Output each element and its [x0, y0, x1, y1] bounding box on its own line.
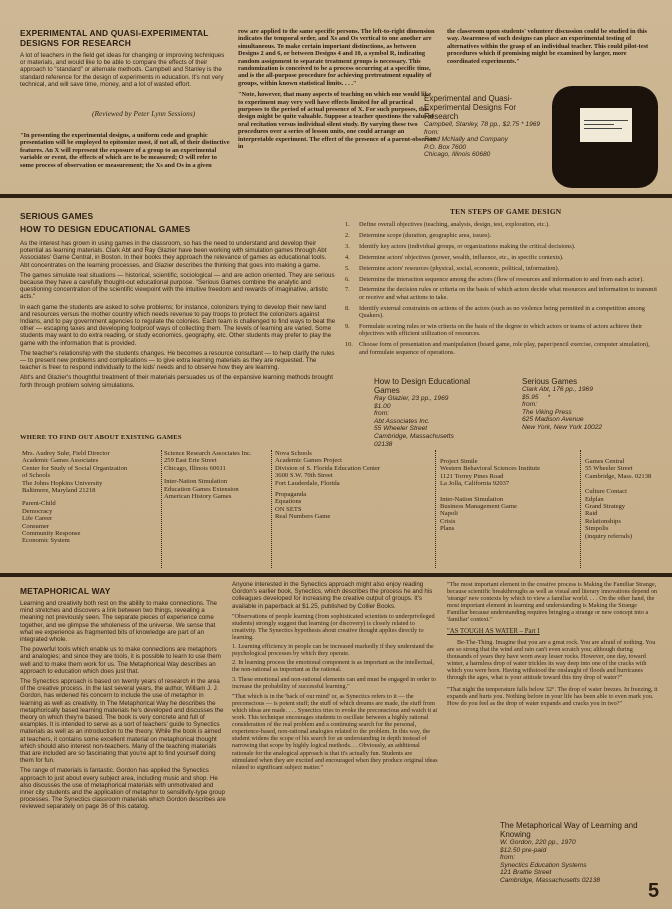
book-price	[522, 394, 652, 402]
where-to-find-heading: WHERE TO FIND OUT ABOUT EXISTING GAMES	[20, 434, 182, 441]
book-city: New York, New York 10022	[522, 423, 603, 431]
step-item	[345, 305, 657, 320]
book-city: Chicago, Illinois 60680	[424, 151, 491, 159]
serious-games-paragraph-2: The games simulate real situations — historical, scientific, sociological — and are action oriented. They are serious because they have a carefully thought-out educational purpose. "Serious Games combine the analytic and questioning concentration of the scientific viewpoint with the intuitive freedom and rewards of imaginative, artistic acts."	[20, 271, 335, 301]
step-text: Determine the interaction sequence among the actors (flow of resources and information to and from each actor).	[359, 275, 644, 283]
step-text: Determine actors' objectives (power, wealth, influence, etc., in specific contexts).	[359, 253, 564, 261]
quote-paragraph: row are applied to the same specific persons. The left-to-right dimension indicates the temporal order, and Xs and Os vertical to one another are simultaneous. To make certain important distinctions, as between Designs 2 and 6, or between Designs 4 and 10, a symbol R, indicating random assignment to separate treatment groups is necessary. This randomization is conceived to be a process occurring at a specific time, and is the all-purpose procedure for achieving pretreatment equality of groups, within known statistical limits. . . ."	[238, 28, 435, 87]
address-line: Nova Schools	[275, 450, 312, 457]
book-cover-image	[552, 86, 658, 188]
step-item	[345, 323, 657, 338]
experimental-designs-title: EXPERIMENTAL AND QUASI-EXPERIMENTAL DESIGNS FOR RESEARCH	[20, 28, 209, 48]
metaphorical-way-book-info	[500, 821, 650, 885]
directory-games	[440, 496, 540, 533]
book-details: Clark Abt, 176 pp., 1969	[522, 386, 593, 393]
metaphorical-paragraph-4: The range of materials is fantastic. Gordon has applied the Synectics approach to just about every subject area, including music and shop. He also discusses the use of metaphorical materials with unmotivated and inner city students and the application of metaphor to sensitivity-type group processes. The Synectics classroom materials which Gordon describes are reviewed separately on page 36 of this catalog.	[20, 767, 226, 811]
step-text: Choose form of presentation and manipulation (board game, role play, paper/pencil exercise, computer simulation), and formulate sequence of operations.	[359, 341, 650, 356]
step-text: Determine scope (duration, geographic area, issues).	[359, 231, 492, 239]
serious-games-paragraph-3: In each game the students are asked to solve problems; for instance, colonizers trying to develop their new land and resources versus the mother country which needs revenue to pay troops to protect the colonizers against Indians, and to pay government agencies to regulate the colonies. Each team is challenged to find ways to beat the other — escaping taxes and developing foolproof ways of collecting them. The levels of learning are varied. Some students may want to do extra reading, or study economics, geography, etc. Other students may prefer to play the game with the information that is provided.	[20, 303, 336, 347]
step-item	[345, 265, 657, 272]
step-number: 10.	[345, 341, 353, 349]
address-line: Center for Study of Social Organization	[22, 464, 128, 472]
address-line: 259 East Erie Street	[164, 457, 217, 465]
directory-address	[585, 458, 651, 480]
step-item	[345, 254, 657, 261]
step-text: Determine the decision rules or criteria on the basis of which actors decide what resources and information to transmit or receive and what actions to take.	[359, 286, 657, 301]
book-publisher: Rand McNally and Company	[424, 136, 508, 144]
price-value: $5.95	[522, 393, 539, 401]
directory-games	[22, 500, 127, 544]
step-item	[345, 341, 657, 356]
address-line: of Schools	[22, 472, 51, 480]
step-text: Identify external constraints on actions of the actors (such as no violence being permitted in a competition among Quakers).	[359, 304, 645, 320]
directory-address	[164, 450, 252, 472]
directory-address	[22, 450, 127, 494]
serious-games-body	[20, 240, 336, 392]
game-title: Inter-Nation Simulation	[440, 495, 504, 503]
experimental-designs-quote-2	[238, 28, 436, 155]
experimental-designs-paragraph: A lot of teachers in the field get ideas for changing or improving techniques or materials, and would like to be able to compare the effects of their approach to "standard" or alternate methods. Campbell and Stanley is the standard reference for the design of experiments in education. It's not very technical, and will save time, money, and a lot of wasted effort.	[20, 52, 225, 88]
ten-steps-list	[345, 221, 657, 360]
game-title: American History Games	[164, 493, 232, 501]
step-number: 7.	[345, 286, 350, 294]
directory-address	[440, 458, 540, 488]
game-title: Real Numbers Game	[275, 513, 331, 521]
game-title: Consumer	[22, 522, 50, 530]
address-line: Baltimore, Maryland 21218	[22, 487, 96, 495]
metaphorical-paragraph-3: The Synectics approach is based on twenty years of research in the area of the creative process. In the last several years, the author, William J. J. Gordon, has widened his concern to include the use of metaphor in learning as well as creativity. In The Metaphorical Way he describes the metaphorically based learning materials he's developed and discusses the theory on which they're based. The book is very concrete and full of examples. It is intended to serve as a sort of teachers' guide to Synectics materials as well as an introduction to the theory. While the book is aimed at teachers, it contains some excellent material on metaphorical thought which should also interest non-teachers. Many of the teaching materials that are included are so fascinating that you're apt to find yourself doing them for fun.	[20, 678, 224, 765]
game-title: ON SETS	[275, 505, 302, 513]
serious-games-paragraph-1: As the interest has grown in using games in the classroom, so has the need to understand and develop their potential as learning materials. Clark Abt and Ray Glazier have been working with simulation games through Abt Associates' Game Central, in Boston. In their books they approach the relevance of games as educational tools. Abt concentrates on the learning processes, and Glazier describes the thinking that goes into making a game.	[20, 240, 327, 269]
address-line: Project Simile	[440, 458, 478, 465]
book-address: P.O. Box 7600	[424, 143, 467, 151]
book-address: 121 Brattle Street	[500, 869, 552, 877]
quote-item-1: 1. Learning efficiency in people can be increased markedly if they understand the psychological processes by which they operate.	[232, 643, 434, 658]
metaphorical-way-right	[447, 581, 659, 711]
directory-address	[275, 450, 380, 487]
serious-games-paragraph-4: The teacher's relationship with the students changes. He becomes a resource consultant — to help clarify the rules — to present new problems and complications — to give extra learning materials as they are requested. The teacher is freer to respond individually to the kids' needs and to observe how they are learning.	[20, 349, 335, 372]
step-item	[345, 243, 657, 250]
address-line: Academic Games Project	[275, 457, 343, 465]
quote-paragraph: "That which is in the 'back of our mind' or, as Synectics refers to it — the preconscious — is potent stuff; the stuff of which dreams are made, the stuff from which ideas are made. . . . Synectics tries to evoke the preconscious and watch it at work. This technique encourages students to oscillate between a highly rational consideration of the real problem and a continuing search for the personal, experience-based, non-rational analogies related to the problem. In this way, the student widens the scope of his search for an understanding in depth instead of narrowing that scope by highly logical methods. . . Obviously, an additional rationale for the analogical approach is that it's actually fun. Students are stimulated when they are excited and encouraged when they produce original ideas related to significant subject matter."	[232, 692, 438, 771]
column-divider	[435, 450, 436, 568]
step-item	[345, 232, 657, 239]
directory-sra	[164, 450, 252, 500]
metaphorical-paragraph-2: The powerful tools which enable us to make connections are metaphors and analogies; and since they are tools, it is possible to learn to use them well and to make them work for us. The Metaphorical Way describes an approach to education which does just that.	[20, 646, 221, 675]
game-title: Education Games Extension	[164, 485, 239, 493]
reviewer-credit: (Reviewed by Peter Lynn Sessions)	[92, 109, 196, 118]
metaphorical-paragraph-1: Learning and creativity both rest on the ability to make connections. The mind stretches and discovers a link between two things, revealing a meaning not previously seen. The separate pieces of experience come together, and we glimpse the wholeness of the universe. We sense that what we experience as fragmented bits of knowledge are part of an integrated whole.	[20, 600, 217, 644]
step-number: 6.	[345, 275, 350, 283]
game-title: Inter-Nation Simulation	[164, 478, 228, 486]
directory-academic-games	[22, 450, 127, 545]
address-line: Chicago, Illinois 60611	[164, 464, 226, 472]
book-publisher: The Viking Press	[522, 408, 572, 416]
experimental-designs-quote-1	[20, 132, 232, 173]
book-cover-label	[580, 108, 632, 142]
book-title: Serious Games	[522, 377, 578, 386]
game-title: Plans	[440, 525, 455, 533]
column-divider	[580, 450, 581, 568]
column-divider	[161, 450, 162, 568]
game-title: Parent-Child	[22, 500, 56, 508]
quote-paragraph: the classroom upon students' volunteer discussion could be studied in this way. Awareness of such designs can place an experimental testing of alternatives within the grasp of an individual teacher. This could pilot-test procedures which if promising might be examined by larger, more coordinated experiments."	[447, 28, 649, 65]
book-address: 55 Wheeler Street	[374, 425, 428, 433]
step-text: Formulate scoring rules or win criteria on the basis of the degree to which actors or teams of actors achieve their objectives with efficient utilization of resources.	[359, 323, 643, 338]
metaphorical-way-middle	[232, 581, 438, 775]
game-title: (inquiry referrals)	[585, 532, 633, 540]
book-details: W. Gordon, 220 pp., 1970	[500, 839, 576, 846]
book-zip: 02138	[374, 440, 393, 448]
step-text: Define overall objectives (teaching, analysis, design, test, exploration, etc.).	[359, 221, 550, 228]
game-title: Crisis	[440, 517, 456, 525]
address-line: La Jolla, California 92037	[440, 480, 510, 488]
step-item	[345, 221, 657, 228]
address-line: Fort Lauderdale, Florida	[275, 479, 340, 487]
game-title: Simpolis	[585, 525, 609, 533]
address-line: The Johns Hopkins University	[22, 479, 103, 487]
step-text: Identify key actors (individual groups, or organizations making the critical decisions).	[359, 242, 576, 250]
step-number: 3.	[345, 242, 350, 250]
step-item	[345, 286, 657, 301]
quote-paragraph: "Note, however, that many aspects of teaching on which one would like to experiment may very well have effects limited for all practical purposes to the period of actual presence of X. For such purposes, this design might be quite valuable. Suppose a teacher questions the value of oral recitation versus individual silent study. By varying these two procedures over a series of lesson units, one could arrange an interpretable experiment. The effect of the presence of a parent-observer in	[238, 91, 436, 151]
game-title: Economic System	[22, 537, 70, 545]
step-number: 9.	[345, 323, 350, 331]
quote-paragraph: "In presenting the experimental designs, a uniform code and graphic presentation will be employed to epitomize most, if not all, of their distinctive features. An X will represent the exposure of a group to an experimental variable or event, the effects of which are to be measured; O will refer to some process of observation or measurement; the Xs and Os in a given	[20, 132, 230, 169]
step-item	[345, 276, 657, 283]
steps-list	[345, 221, 657, 356]
game-title: Business Management Game	[440, 503, 517, 511]
experimental-designs-book-info	[424, 94, 544, 159]
column-divider	[271, 450, 272, 568]
book-from-label: from:	[522, 401, 538, 409]
book-city: Cambridge, Massachusetts	[374, 432, 454, 440]
game-title: Community Response	[22, 530, 81, 538]
star-mark: *	[547, 393, 551, 401]
ten-steps-heading: TEN STEPS OF GAME DESIGN	[450, 207, 562, 216]
address-line: Games Central	[585, 458, 625, 465]
metaphorical-way-title: METAPHORICAL WAY	[20, 586, 111, 596]
book-price: $12.50 pre-paid	[500, 846, 547, 854]
address-line: 3600 S.W. 70th Street	[275, 472, 333, 480]
serious-games-book-info	[522, 377, 652, 432]
book-address: 625 Madison Avenue	[522, 416, 584, 424]
directory-games	[275, 491, 380, 521]
address-line: Academic Games Associates	[22, 457, 99, 465]
book-price: $1.00	[374, 402, 391, 410]
game-title: Life Career	[22, 515, 53, 523]
design-games-book-info	[374, 377, 494, 448]
book-publisher: Synectics Education Systems	[500, 861, 587, 869]
design-games-title: HOW TO DESIGN EDUCATIONAL GAMES	[20, 224, 191, 234]
address-line: Division of S. Florida Education Center	[275, 464, 381, 472]
book-title: Experimental and Quasi-Experimental Designs For Research	[424, 94, 517, 121]
directory-nova-schools	[275, 450, 380, 521]
step-number: 8.	[345, 304, 350, 312]
game-title: Edplan	[585, 495, 604, 503]
step-number: 4.	[345, 253, 350, 261]
serious-games-paragraph-5: Abt's and Glazier's thoughtful treatment of their materials persuades us of the expansive learning methods brought forth through problem solving simulations.	[20, 374, 333, 389]
section-divider	[0, 194, 672, 198]
page-number: 5	[648, 880, 660, 902]
directory-project-simile	[440, 458, 540, 533]
game-title: Equations	[275, 498, 302, 506]
directory-games	[164, 478, 252, 500]
game-title: Relationships	[585, 517, 621, 525]
water-exercise-paragraph-1: Be-The-Thing. Imagine that you are a great rock. You are afraid of nothing. You are so strong that the wind and rain can't even scratch you; although during thousands of years they have worn away lesser rocks. However, one day, toward winter, a harmless drop of water trickles its way deep into one of the cracks with which you were born. Having withstood the onslaught of floods and hurricanes through the ages, what is your attitude toward this tiny drop of water?"	[447, 638, 656, 682]
book-title: The Metaphorical Way of Learning and Knowing	[500, 821, 638, 839]
experimental-designs-intro	[20, 52, 228, 91]
game-title: Raid	[585, 510, 598, 518]
game-title: Napoli	[440, 510, 458, 518]
game-title: Propaganda	[275, 491, 307, 499]
metaphorical-way-body	[20, 600, 226, 814]
section-divider	[0, 573, 672, 577]
directory-games-central	[585, 458, 651, 540]
book-publisher: Abt Associates Inc.	[374, 417, 430, 425]
quote-item-3: 3. These emotional and non-rational elements can and must be engaged in order to increase the probability of successful learning."	[232, 675, 437, 690]
book-title: How to Design Educational Games	[374, 377, 471, 395]
address-line: Cambridge, Mass. 02138	[585, 472, 652, 480]
address-line: 1121 Torrey Pines Road	[440, 472, 504, 480]
address-line: Western Behavioral Sciences Institute	[440, 465, 540, 473]
water-exercise-paragraph-2: "That night the temperature falls below 32°. The drop of water freezes. In freezing, it expands and hurts you. Nothing before in your life has been able to even mark you. How do you feel as the drop of water expands and cracks you in two?"	[447, 685, 658, 707]
game-title: Democracy	[22, 507, 53, 515]
address-line: 55 Wheeler Street	[585, 465, 633, 473]
address-line: Mrs. Audrey Suhr, Field Director	[22, 450, 110, 457]
game-title: Culture Contact	[585, 488, 627, 496]
book-city: Cambridge, Massachusetts 02138	[500, 876, 601, 884]
quote-item-2: 2. In learning process the emotional component is as important as the intellectual, the non-rational as important as the rational.	[232, 659, 435, 674]
book-details: Ray Glazier, 23 pp., 1969	[374, 395, 449, 402]
book-from-label: from:	[424, 128, 440, 136]
book-from-label: from:	[500, 854, 516, 862]
quote-paragraph: "Observations of people learning (from sophisticated scientists to underprivileged students) strongly suggest that learning (or discovery) is closely related to creativity. The Synectics hypothesis about creative thought applies directly to learning.	[232, 612, 435, 642]
step-text: Determine actors' resources (physical, social, economic, political, information).	[359, 264, 560, 272]
step-number: 5.	[345, 264, 350, 272]
game-title: Grand Strategy	[585, 503, 626, 511]
step-number: 1.	[345, 221, 350, 228]
directory-games	[585, 488, 651, 540]
water-exercise-title: "AS TOUGH AS WATER – Part I	[447, 627, 540, 635]
metaphorical-middle-paragraph: Anyone interested in the Synectics approach might also enjoy reading Gordon's earlier book, Synectics, which describes the process he and his colleagues developed for increasing the creative output of groups. It's available in paperback at $1.25, published by Collier Books.	[232, 581, 433, 610]
book-from-label: from:	[374, 410, 390, 418]
experimental-designs-quote-3	[447, 28, 659, 69]
quote-paragraph: "The most important element in the creative process is Making the Familiar Strange, because scientific breakthroughs as well as visual and literary innovations depend on 'strange' new contexts by which to view a familiar world. . . . On the other hand, the most important element in learning and understanding is Making the Strange Familiar because understanding requires bringing a strange or new concept into a 'familiar' context."	[447, 581, 658, 624]
serious-games-heading: SERIOUS GAMES	[20, 211, 94, 221]
step-number: 2.	[345, 231, 350, 239]
address-line: Science Research Associates Inc.	[164, 450, 252, 457]
book-details: Campbell, Stanley, 78 pp., $2.75 * 1969	[424, 121, 541, 128]
